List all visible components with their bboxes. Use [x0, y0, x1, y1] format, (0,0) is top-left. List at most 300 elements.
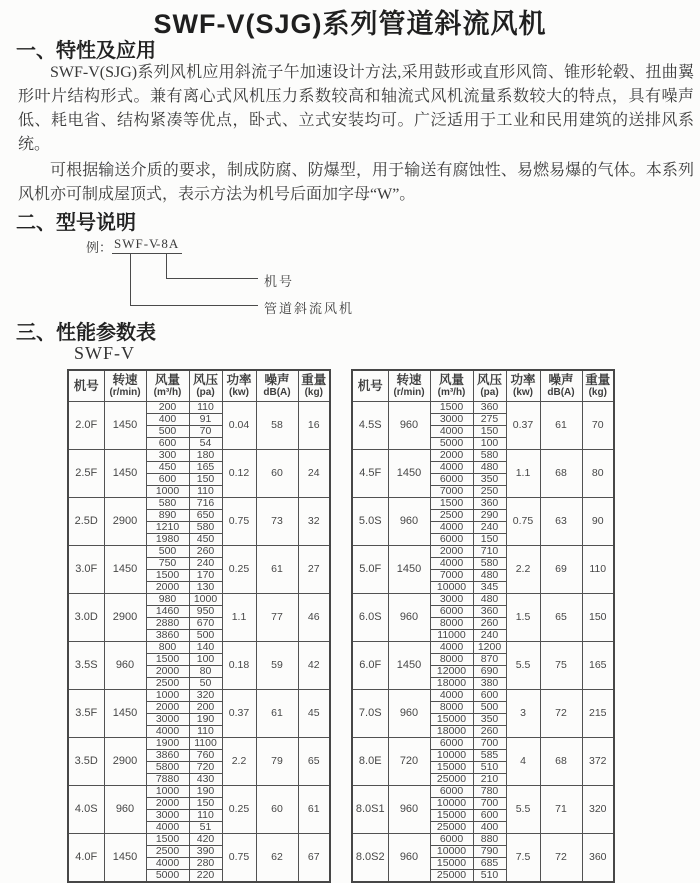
flow-cell: 4000 [430, 425, 473, 437]
weight-cell: 150 [582, 593, 614, 641]
pressure-cell: 100 [473, 437, 506, 449]
flow-cell: 5800 [146, 761, 189, 773]
pressure-cell: 110 [189, 809, 222, 821]
flow-cell: 18000 [430, 677, 473, 689]
power-cell: 4 [506, 737, 540, 785]
col-header-speed: 转速 (r/min) [388, 370, 430, 401]
pressure-cell: 240 [473, 521, 506, 533]
pressure-cell: 350 [473, 473, 506, 485]
power-cell: 1.5 [506, 593, 540, 641]
pressure-cell: 430 [189, 773, 222, 785]
speed-cell: 2900 [104, 593, 146, 641]
pressure-cell: 80 [189, 665, 222, 677]
performance-table-right [351, 369, 615, 883]
pressure-cell: 420 [189, 833, 222, 845]
flow-cell: 1500 [146, 653, 189, 665]
power-cell: 0.37 [506, 401, 540, 449]
flow-cell: 200 [146, 401, 189, 413]
pressure-cell: 150 [189, 797, 222, 809]
model-cell: 2.5D [68, 497, 104, 545]
flow-cell: 3000 [430, 413, 473, 425]
flow-cell: 4000 [430, 521, 473, 533]
section1-paragraph-2: 可根据输送介质的要求，制成防腐、防爆型，用于输送有腐蚀性、易燃易爆的气体。本系列风机亦可制成屋顶式，表示方法为机号后面加字母“W”。 [18, 162, 694, 203]
pressure-cell: 790 [473, 845, 506, 857]
section3-heading: 三、性能参数表 [16, 322, 156, 344]
flow-cell: 6000 [430, 737, 473, 749]
flow-cell: 2000 [430, 449, 473, 461]
pressure-cell: 580 [189, 521, 222, 533]
flow-cell: 2880 [146, 617, 189, 629]
noise-cell: 59 [256, 641, 298, 689]
model-cell: 4.5F [352, 449, 388, 497]
flow-cell: 7880 [146, 773, 189, 785]
pressure-cell: 700 [473, 737, 506, 749]
noise-cell: 73 [256, 497, 298, 545]
flow-cell: 400 [146, 413, 189, 425]
flow-cell: 11000 [430, 629, 473, 641]
pressure-cell: 180 [189, 449, 222, 461]
noise-cell: 58 [256, 401, 298, 449]
pressure-cell: 500 [473, 701, 506, 713]
flow-cell: 1500 [146, 833, 189, 845]
model-cell: 7.0S [352, 689, 388, 737]
pressure-cell: 110 [189, 485, 222, 497]
pressure-cell: 290 [473, 509, 506, 521]
flow-cell: 800 [146, 641, 189, 653]
power-cell: 0.12 [222, 449, 256, 497]
flow-cell: 450 [146, 461, 189, 473]
weight-cell: 42 [298, 641, 330, 689]
pressure-cell: 710 [473, 545, 506, 557]
flow-cell: 2000 [430, 545, 473, 557]
pressure-cell: 260 [473, 725, 506, 737]
flow-cell: 5000 [146, 869, 189, 882]
pressure-cell: 200 [189, 701, 222, 713]
flow-cell: 2000 [146, 797, 189, 809]
flow-cell: 4000 [430, 689, 473, 701]
flow-cell: 6000 [430, 785, 473, 797]
power-cell: 1.1 [506, 449, 540, 497]
weight-cell: 90 [582, 497, 614, 545]
section1-paragraph-1: SWF-V(SJG)系列风机应用斜流子午加速设计方法,采用鼓形或直形风筒、锥形轮毂、扭曲翼形叶片结构形式。兼有离心式风机压力系数较高和轴流式风机流量系数较大的特点，具有噪声低、耗电省、结构紧凑等优点，卧式、立式安装均可。广泛适用于工业和民用建筑的送排风系统。 [18, 64, 694, 153]
flow-cell: 8000 [430, 617, 473, 629]
model-cell: 8.0S1 [352, 785, 388, 833]
flow-cell: 3860 [146, 629, 189, 641]
power-cell: 5.5 [506, 641, 540, 689]
speed-cell: 960 [104, 641, 146, 689]
callout-series-label: 管道斜流风机 [264, 301, 355, 316]
model-cell: 4.0F [68, 833, 104, 882]
weight-cell: 27 [298, 545, 330, 593]
flow-cell: 4000 [430, 461, 473, 473]
flow-cell: 580 [146, 497, 189, 509]
flow-cell: 1000 [146, 485, 189, 497]
power-cell: 0.18 [222, 641, 256, 689]
pressure-cell: 585 [473, 749, 506, 761]
flow-cell: 12000 [430, 665, 473, 677]
model-cell: 8.0E [352, 737, 388, 785]
table-row [352, 401, 614, 413]
pressure-cell: 600 [473, 809, 506, 821]
pressure-cell: 54 [189, 437, 222, 449]
flow-cell: 980 [146, 593, 189, 605]
col-header-weight: 重量 (kg) [298, 370, 330, 401]
flow-cell: 4000 [146, 857, 189, 869]
flow-cell: 18000 [430, 725, 473, 737]
pressure-cell: 720 [189, 761, 222, 773]
flow-cell: 10000 [430, 581, 473, 593]
power-cell: 0.75 [222, 497, 256, 545]
power-cell: 0.75 [506, 497, 540, 545]
model-cell: 2.5F [68, 449, 104, 497]
pressure-cell: 650 [189, 509, 222, 521]
pressure-cell: 150 [473, 533, 506, 545]
flow-cell: 7000 [430, 569, 473, 581]
table-row [352, 785, 614, 797]
flow-cell: 8000 [430, 701, 473, 713]
power-cell: 0.75 [222, 833, 256, 882]
flow-cell: 1500 [146, 569, 189, 581]
pressure-cell: 110 [189, 725, 222, 737]
pressure-cell: 870 [473, 653, 506, 665]
pressure-cell: 320 [189, 689, 222, 701]
flow-cell: 1500 [430, 497, 473, 509]
table-row [68, 545, 330, 557]
speed-cell: 1450 [104, 545, 146, 593]
noise-cell: 68 [540, 737, 582, 785]
flow-cell: 1210 [146, 521, 189, 533]
table-row [352, 641, 614, 653]
noise-cell: 68 [540, 449, 582, 497]
speed-cell: 2900 [104, 497, 146, 545]
model-cell: 4.5S [352, 401, 388, 449]
pressure-cell: 500 [189, 629, 222, 641]
pressure-cell: 150 [189, 473, 222, 485]
flow-cell: 6000 [430, 833, 473, 845]
flow-cell: 15000 [430, 809, 473, 821]
flow-cell: 2000 [146, 581, 189, 593]
flow-cell: 3000 [146, 713, 189, 725]
flow-cell: 4000 [430, 641, 473, 653]
weight-cell: 70 [582, 401, 614, 449]
noise-cell: 72 [540, 833, 582, 882]
pressure-cell: 1100 [189, 737, 222, 749]
pressure-cell: 360 [473, 497, 506, 509]
model-cell: 5.0S [352, 497, 388, 545]
flow-cell: 600 [146, 473, 189, 485]
model-suffix: -8A [153, 236, 182, 254]
pressure-cell: 280 [189, 857, 222, 869]
table-row [68, 833, 330, 845]
col-header-model: 机号 [68, 370, 104, 401]
weight-cell: 65 [298, 737, 330, 785]
pressure-cell: 140 [189, 641, 222, 653]
speed-cell: 1450 [104, 689, 146, 737]
pressure-cell: 360 [473, 605, 506, 617]
flow-cell: 6000 [430, 533, 473, 545]
speed-cell: 1450 [104, 401, 146, 449]
power-cell: 7.5 [506, 833, 540, 882]
callout-machine-no-label: 机号 [264, 274, 295, 289]
flow-cell: 3000 [146, 809, 189, 821]
performance-table-left [67, 369, 331, 883]
speed-cell: 1450 [388, 545, 430, 593]
col-header-weight: 重量 (kg) [582, 370, 614, 401]
table-row [68, 737, 330, 749]
table-row [68, 641, 330, 653]
pressure-cell: 150 [473, 425, 506, 437]
section1-heading: 一、特性及应用 [16, 40, 156, 62]
table-row [68, 689, 330, 701]
table-row [352, 545, 614, 557]
callout-line-machine-no [166, 253, 258, 279]
pressure-cell: 480 [473, 461, 506, 473]
power-cell: 0.04 [222, 401, 256, 449]
col-header-noise: 噪声 dB(A) [540, 370, 582, 401]
flow-cell: 6000 [430, 605, 473, 617]
pressure-cell: 480 [473, 593, 506, 605]
pressure-cell: 70 [189, 425, 222, 437]
flow-cell: 15000 [430, 713, 473, 725]
header-row [68, 370, 330, 401]
pressure-cell: 210 [473, 773, 506, 785]
power-cell: 3 [506, 689, 540, 737]
noise-cell: 61 [256, 545, 298, 593]
pressure-cell: 275 [473, 413, 506, 425]
table-row [68, 449, 330, 461]
pressure-cell: 450 [189, 533, 222, 545]
power-cell: 0.37 [222, 689, 256, 737]
model-cell: 4.0S [68, 785, 104, 833]
weight-cell: 320 [582, 785, 614, 833]
col-header-flow: 风量 (m³/h) [146, 370, 189, 401]
table-row [352, 449, 614, 461]
power-cell: 2.2 [506, 545, 540, 593]
noise-cell: 63 [540, 497, 582, 545]
flow-cell: 6000 [430, 473, 473, 485]
speed-cell: 960 [388, 593, 430, 641]
pressure-cell: 190 [189, 713, 222, 725]
flow-cell: 4000 [430, 557, 473, 569]
pressure-cell: 260 [473, 617, 506, 629]
col-header-noise: 噪声 dB(A) [256, 370, 298, 401]
model-cell: 8.0S2 [352, 833, 388, 882]
noise-cell: 71 [540, 785, 582, 833]
pressure-cell: 510 [473, 869, 506, 882]
pressure-cell: 190 [189, 785, 222, 797]
noise-cell: 60 [256, 449, 298, 497]
flow-cell: 10000 [430, 845, 473, 857]
power-cell: 0.25 [222, 545, 256, 593]
flow-cell: 3000 [430, 593, 473, 605]
speed-cell: 960 [388, 833, 430, 882]
pressure-cell: 220 [189, 869, 222, 882]
speed-cell: 1450 [104, 833, 146, 882]
noise-cell: 60 [256, 785, 298, 833]
flow-cell: 1980 [146, 533, 189, 545]
table-row [68, 497, 330, 509]
flow-cell: 4000 [146, 821, 189, 833]
pressure-cell: 880 [473, 833, 506, 845]
flow-cell: 1000 [146, 689, 189, 701]
flow-cell: 1900 [146, 737, 189, 749]
pressure-cell: 1000 [189, 593, 222, 605]
pressure-cell: 91 [189, 413, 222, 425]
col-header-power: 功率 (kw) [506, 370, 540, 401]
pressure-cell: 165 [189, 461, 222, 473]
weight-cell: 360 [582, 833, 614, 882]
table-series-label: SWF-V [74, 343, 136, 363]
callout-line-series [130, 253, 258, 306]
speed-cell: 960 [104, 785, 146, 833]
flow-cell: 1500 [430, 401, 473, 413]
pressure-cell: 240 [189, 557, 222, 569]
noise-cell: 65 [540, 593, 582, 641]
pressure-cell: 170 [189, 569, 222, 581]
table-row [352, 689, 614, 701]
example-label: 例： [86, 240, 113, 255]
weight-cell: 16 [298, 401, 330, 449]
col-header-model: 机号 [352, 370, 388, 401]
pressure-cell: 100 [189, 653, 222, 665]
noise-cell: 77 [256, 593, 298, 641]
pressure-cell: 110 [189, 401, 222, 413]
flow-cell: 2500 [430, 509, 473, 521]
pressure-cell: 380 [473, 677, 506, 689]
pressure-cell: 950 [189, 605, 222, 617]
pressure-cell: 580 [473, 557, 506, 569]
speed-cell: 960 [388, 689, 430, 737]
pressure-cell: 240 [473, 629, 506, 641]
weight-cell: 372 [582, 737, 614, 785]
table-row [352, 497, 614, 509]
speed-cell: 1450 [104, 449, 146, 497]
speed-cell: 960 [388, 401, 430, 449]
flow-cell: 500 [146, 545, 189, 557]
pressure-cell: 360 [473, 401, 506, 413]
pressure-cell: 580 [473, 449, 506, 461]
flow-cell: 1000 [146, 785, 189, 797]
weight-cell: 32 [298, 497, 330, 545]
flow-cell: 4000 [146, 725, 189, 737]
noise-cell: 62 [256, 833, 298, 882]
speed-cell: 1450 [388, 449, 430, 497]
col-header-speed: 转速 (r/min) [104, 370, 146, 401]
page-title: SWF-V(SJG)系列管道斜流风机 [153, 9, 547, 39]
weight-cell: 67 [298, 833, 330, 882]
model-prefix: SWF-V [112, 236, 161, 254]
flow-cell: 5000 [430, 437, 473, 449]
pressure-cell: 690 [473, 665, 506, 677]
flow-cell: 300 [146, 449, 189, 461]
power-cell: 0.25 [222, 785, 256, 833]
weight-cell: 110 [582, 545, 614, 593]
pressure-cell: 760 [189, 749, 222, 761]
flow-cell: 890 [146, 509, 189, 521]
pressure-cell: 250 [473, 485, 506, 497]
power-cell: 5.5 [506, 785, 540, 833]
flow-cell: 15000 [430, 857, 473, 869]
pressure-cell: 480 [473, 569, 506, 581]
model-cell: 3.5F [68, 689, 104, 737]
weight-cell: 80 [582, 449, 614, 497]
noise-cell: 69 [540, 545, 582, 593]
pressure-cell: 670 [189, 617, 222, 629]
flow-cell: 2000 [146, 701, 189, 713]
flow-cell: 10000 [430, 797, 473, 809]
flow-cell: 8000 [430, 653, 473, 665]
pressure-cell: 51 [189, 821, 222, 833]
flow-cell: 25000 [430, 773, 473, 785]
flow-cell: 2500 [146, 677, 189, 689]
model-cell: 3.5D [68, 737, 104, 785]
noise-cell: 79 [256, 737, 298, 785]
weight-cell: 45 [298, 689, 330, 737]
flow-cell: 3860 [146, 749, 189, 761]
model-cell: 2.0F [68, 401, 104, 449]
pressure-cell: 130 [189, 581, 222, 593]
flow-cell: 2000 [146, 665, 189, 677]
flow-cell: 25000 [430, 869, 473, 882]
noise-cell: 75 [540, 641, 582, 689]
table-row [68, 401, 330, 413]
speed-cell: 1450 [388, 641, 430, 689]
speed-cell: 960 [388, 497, 430, 545]
weight-cell: 24 [298, 449, 330, 497]
table-row [352, 833, 614, 845]
pressure-cell: 700 [473, 797, 506, 809]
speed-cell: 720 [388, 737, 430, 785]
pressure-cell: 600 [473, 689, 506, 701]
col-header-pressure: 风压 (pa) [473, 370, 506, 401]
model-cell: 3.0F [68, 545, 104, 593]
speed-cell: 960 [388, 785, 430, 833]
flow-cell: 750 [146, 557, 189, 569]
weight-cell: 61 [298, 785, 330, 833]
table-row [352, 593, 614, 605]
flow-cell: 15000 [430, 761, 473, 773]
header-row [352, 370, 614, 401]
flow-cell: 10000 [430, 749, 473, 761]
table-row [68, 785, 330, 797]
pressure-cell: 50 [189, 677, 222, 689]
pressure-cell: 350 [473, 713, 506, 725]
weight-cell: 215 [582, 689, 614, 737]
flow-cell: 1460 [146, 605, 189, 617]
pressure-cell: 345 [473, 581, 506, 593]
noise-cell: 72 [540, 689, 582, 737]
pressure-cell: 260 [189, 545, 222, 557]
flow-cell: 7000 [430, 485, 473, 497]
flow-cell: 600 [146, 437, 189, 449]
col-header-flow: 风量 (m³/h) [430, 370, 473, 401]
pressure-cell: 400 [473, 821, 506, 833]
flow-cell: 25000 [430, 821, 473, 833]
pressure-cell: 716 [189, 497, 222, 509]
flow-cell: 500 [146, 425, 189, 437]
noise-cell: 61 [256, 689, 298, 737]
flow-cell: 2500 [146, 845, 189, 857]
noise-cell: 61 [540, 401, 582, 449]
model-cell: 5.0F [352, 545, 388, 593]
table-row [68, 593, 330, 605]
weight-cell: 165 [582, 641, 614, 689]
model-cell: 3.0D [68, 593, 104, 641]
pressure-cell: 510 [473, 761, 506, 773]
pressure-cell: 685 [473, 857, 506, 869]
speed-cell: 2900 [104, 737, 146, 785]
weight-cell: 46 [298, 593, 330, 641]
